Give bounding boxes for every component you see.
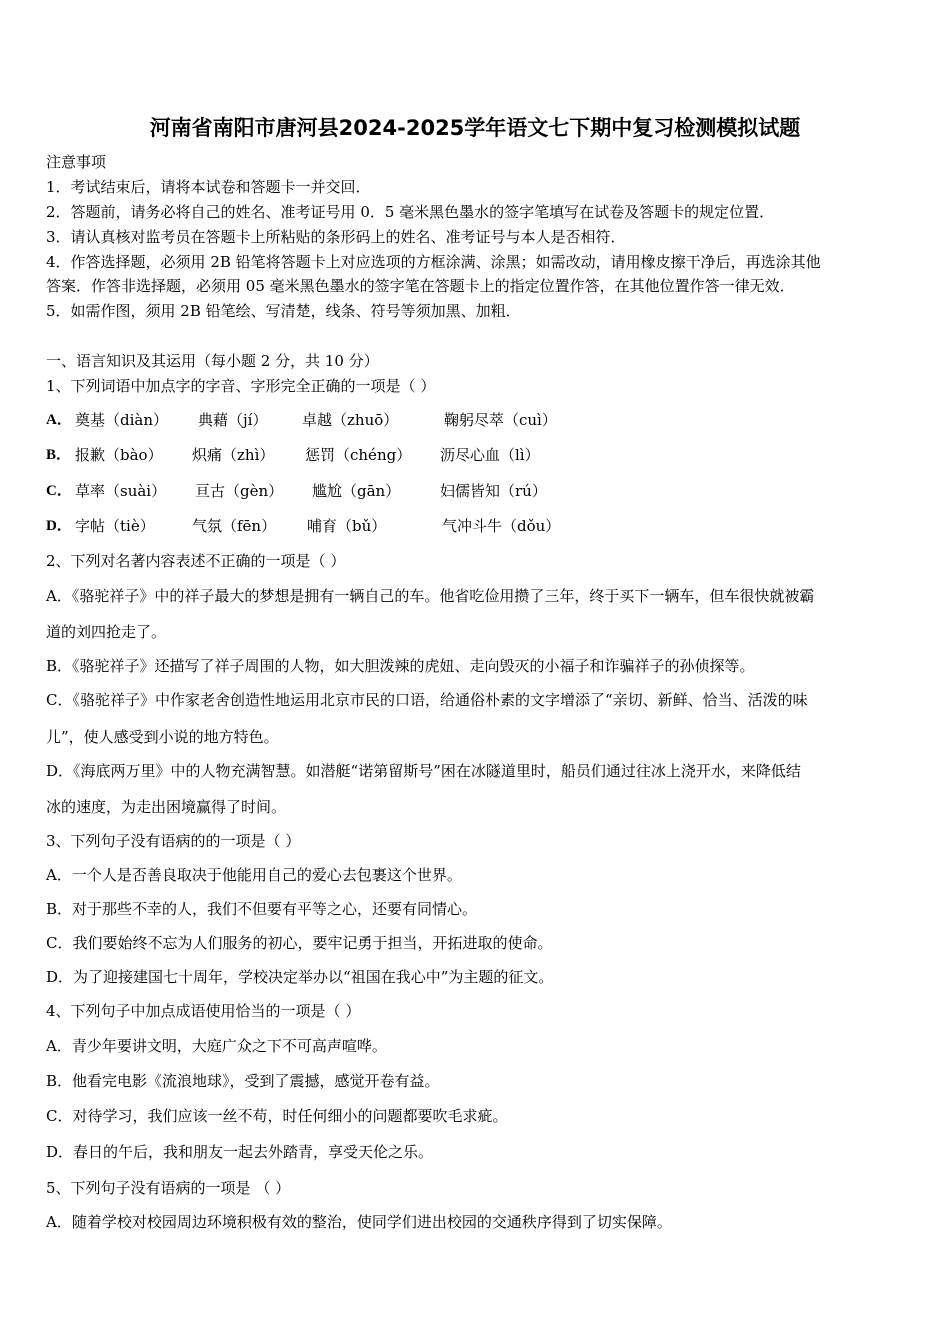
q1-option-word: 卓越（zhuō） <box>302 411 399 429</box>
q1-option-label: D． <box>46 518 72 534</box>
q1-option-word: 炽痛（zhì） <box>192 446 275 464</box>
notice-line: 4．作答选择题，必须用 2B 铅笔将答题卡上对应选项的方框涂满、涂黑；如需改动，请用橡皮擦干净后，再选涂其他 <box>46 253 821 271</box>
q2-option-a-cont: 道的刘四抢走了。 <box>46 623 167 641</box>
q1-option-word: 奠基（diàn） <box>75 411 169 429</box>
q4-option-c: C．对待学习，我们应该一丝不苟，时任何细小的问题都要吹毛求疵。 <box>46 1107 508 1125</box>
page-title: 河南省南阳市唐河县2024-2025学年语文七下期中复习检测模拟试题 <box>149 116 801 140</box>
notice-line: 1．考试结束后，请将本试卷和答题卡一并交回． <box>46 178 371 196</box>
question-2-stem: 2、下列对名著内容表述不正确的一项是（ ） <box>46 552 346 570</box>
q1-option-word: 草率（suài） <box>75 482 167 500</box>
question-4-stem: 4、下列句子中加点成语使用恰当的一项是（ ） <box>46 1002 361 1020</box>
notice-line: 3．请认真核对监考员在答题卡上所粘贴的条形码上的姓名、准考证号与本人是否相符． <box>46 228 626 246</box>
q1-option-label: A． <box>46 412 72 428</box>
notice-line: 5．如需作图，须用 2B 铅笔绘、写清楚，线条、符号等须加黑、加粗． <box>46 302 521 320</box>
q1-option-word: 气冲斗牛（dǒu） <box>442 517 561 535</box>
q2-option-d-cont: 冰的速度，为走出困境赢得了时间。 <box>46 798 287 816</box>
q5-option-a: A．随着学校对校园周边环境积极有效的整治，使同学们进出校园的交通秩序得到了切实保障。 <box>46 1213 672 1231</box>
q2-option-d: D．《海底两万里》中的人物充满智慧。如潜艇“诺第留斯号”困在冰隧道里时，船员们通过往冰上浇开水，来降低结 <box>46 762 801 780</box>
q1-option-word: 哺育（bǔ） <box>307 517 387 535</box>
q1-option-word: 气氛（fēn） <box>192 517 277 535</box>
question-3-stem: 3、下列句子没有语病的的一项是（ ） <box>46 832 301 850</box>
q1-option-word: 惩罚（chéng） <box>305 446 412 464</box>
section-heading: 一、语言知识及其运用（每小题 2 分，共 10 分） <box>46 352 379 370</box>
q1-option-word: 亘古（gèn） <box>195 482 284 500</box>
question-5-stem: 5、下列句子没有语病的一项是 （ ） <box>46 1179 291 1197</box>
q4-option-d: D．春日的午后，我和朋友一起去外踏青，享受天伦之乐。 <box>46 1143 434 1161</box>
q1-option-word: 沥尽心血（lì） <box>440 446 540 464</box>
q3-option-c: C．我们要始终不忘为人们服务的初心，要牢记勇于担当，开拓进取的使命。 <box>46 934 553 952</box>
q3-option-a: A．一个人是否善良取决于他能用自己的爱心去包裹这个世界。 <box>46 866 462 884</box>
q3-option-b: B．对于那些不幸的人，我们不但要有平等之心，还要有同情心。 <box>46 900 478 918</box>
question-1-stem: 1、下列词语中加点字的字音、字形完全正确的一项是（ ） <box>46 377 436 395</box>
q2-option-a: A．《骆驼祥子》中的祥子最大的梦想是拥有一辆自己的车。他省吃俭用攒了三年，终于买下一辆车，但车很快就被霸 <box>46 587 815 605</box>
q4-option-a: A．青少年要讲文明，大庭广众之下不可高声喧哗。 <box>46 1037 387 1055</box>
q2-option-c: C．《骆驼祥子》中作家老舍创造性地运用北京市民的口语，给通俗朴素的文字增添了“亲切、新鲜、恰当、活泼的味 <box>46 691 808 709</box>
notice-line: 2．答题前，请务必将自己的姓名、准考证号用 0．5 毫米黑色墨水的签字笔填写在试卷及答题卡的规定位置． <box>46 203 775 221</box>
notice-heading: 注意事项 <box>46 153 107 171</box>
q1-option-word: 妇儒皆知（rú） <box>440 482 547 500</box>
q1-option-word: 鞠躬尽萃（cuì） <box>444 411 557 429</box>
q3-option-d: D．为了迎接建国七十周年，学校决定举办以“祖国在我心中”为主题的征文。 <box>46 968 554 986</box>
q1-option-label: C． <box>46 483 72 499</box>
q2-option-c-cont: 儿”，使人感受到小说的地方特色。 <box>46 728 279 746</box>
q1-option-word: 典藉（jí） <box>198 411 268 429</box>
q1-option-word: 尴尬（gān） <box>312 482 401 500</box>
q1-option-word: 字帖（tiè） <box>75 517 155 535</box>
notice-line: 答案．作答非选择题，必须用 05 毫米黑色墨水的签字笔在答题卡上的指定位置作答，在其他位置作答一律无效． <box>46 277 795 295</box>
q4-option-b: B．他看完电影《流浪地球》，受到了震撼，感觉开卷有益。 <box>46 1072 440 1090</box>
q2-option-b: B．《骆驼祥子》还描写了祥子周围的人物，如大胆泼辣的虎妞、走向毁灭的小福子和诈骗祥子的孙侦探等。 <box>46 657 755 675</box>
q1-option-label: B． <box>46 447 72 463</box>
q1-option-word: 报歉（bào） <box>75 446 163 464</box>
